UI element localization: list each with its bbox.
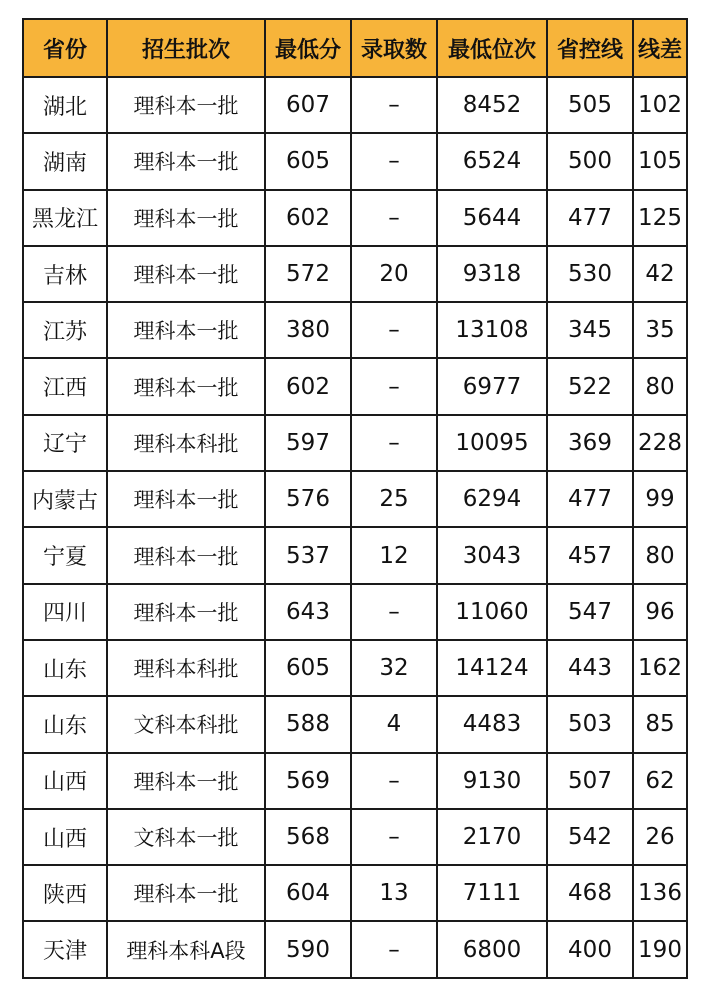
line-diff-cell: 102	[633, 77, 687, 133]
batch-cell: 理科本一批	[107, 865, 265, 921]
batch-cell: 理科本一批	[107, 584, 265, 640]
admitted-count-cell: –	[351, 415, 437, 471]
control-line-cell: 345	[547, 302, 633, 358]
batch-cell: 理科本一批	[107, 133, 265, 189]
batch-cell: 理科本一批	[107, 246, 265, 302]
min-score-cell: 605	[265, 133, 351, 189]
table-row	[23, 753, 687, 809]
min-rank-cell: 6524	[437, 133, 547, 189]
min-score-cell: 572	[265, 246, 351, 302]
min-score-cell: 537	[265, 527, 351, 583]
province-cell: 山东	[23, 696, 107, 752]
province-cell: 湖北	[23, 77, 107, 133]
line-diff-cell: 105	[633, 133, 687, 189]
control-line-cell: 530	[547, 246, 633, 302]
header-control-line: 省控线	[547, 19, 633, 77]
table-row	[23, 302, 687, 358]
min-score-cell: 380	[265, 302, 351, 358]
header-line-diff: 线差	[633, 19, 687, 77]
province-cell: 四川	[23, 584, 107, 640]
min-score-cell: 607	[265, 77, 351, 133]
min-score-cell: 568	[265, 809, 351, 865]
min-score-cell: 597	[265, 415, 351, 471]
min-rank-cell: 9130	[437, 753, 547, 809]
province-cell: 江苏	[23, 302, 107, 358]
table-row	[23, 133, 687, 189]
admitted-count-cell: –	[351, 358, 437, 414]
table-row	[23, 415, 687, 471]
batch-cell: 理科本一批	[107, 190, 265, 246]
control-line-cell: 369	[547, 415, 633, 471]
province-cell: 陕西	[23, 865, 107, 921]
line-diff-cell: 125	[633, 190, 687, 246]
batch-cell: 文科本科批	[107, 696, 265, 752]
table-row	[23, 865, 687, 921]
control-line-cell: 468	[547, 865, 633, 921]
admitted-count-cell: –	[351, 809, 437, 865]
control-line-cell: 477	[547, 471, 633, 527]
control-line-cell: 542	[547, 809, 633, 865]
admitted-count-cell: –	[351, 584, 437, 640]
line-diff-cell: 85	[633, 696, 687, 752]
province-cell: 山西	[23, 809, 107, 865]
min-score-cell: 576	[265, 471, 351, 527]
header-admitted-count: 录取数	[351, 19, 437, 77]
province-cell: 黑龙江	[23, 190, 107, 246]
control-line-cell: 503	[547, 696, 633, 752]
table-row	[23, 246, 687, 302]
min-rank-cell: 8452	[437, 77, 547, 133]
min-rank-cell: 6977	[437, 358, 547, 414]
table-row	[23, 77, 687, 133]
batch-cell: 理科本一批	[107, 471, 265, 527]
admission-score-table	[22, 18, 688, 979]
admitted-count-cell: –	[351, 302, 437, 358]
line-diff-cell: 96	[633, 584, 687, 640]
line-diff-cell: 162	[633, 640, 687, 696]
min-score-cell: 604	[265, 865, 351, 921]
province-cell: 吉林	[23, 246, 107, 302]
min-score-cell: 569	[265, 753, 351, 809]
province-cell: 山西	[23, 753, 107, 809]
line-diff-cell: 80	[633, 358, 687, 414]
min-rank-cell: 2170	[437, 809, 547, 865]
min-rank-cell: 11060	[437, 584, 547, 640]
line-diff-cell: 62	[633, 753, 687, 809]
control-line-cell: 522	[547, 358, 633, 414]
admitted-count-cell: –	[351, 921, 437, 977]
header-row	[23, 19, 687, 77]
control-line-cell: 505	[547, 77, 633, 133]
min-rank-cell: 5644	[437, 190, 547, 246]
province-cell: 天津	[23, 921, 107, 977]
min-rank-cell: 9318	[437, 246, 547, 302]
province-cell: 内蒙古	[23, 471, 107, 527]
control-line-cell: 477	[547, 190, 633, 246]
table-row	[23, 527, 687, 583]
control-line-cell: 457	[547, 527, 633, 583]
admitted-count-cell: –	[351, 190, 437, 246]
admitted-count-cell: 13	[351, 865, 437, 921]
min-rank-cell: 4483	[437, 696, 547, 752]
province-cell: 宁夏	[23, 527, 107, 583]
batch-cell: 理科本科A段	[107, 921, 265, 977]
min-rank-cell: 13108	[437, 302, 547, 358]
admitted-count-cell: 25	[351, 471, 437, 527]
line-diff-cell: 80	[633, 527, 687, 583]
min-rank-cell: 10095	[437, 415, 547, 471]
header-batch: 招生批次	[107, 19, 265, 77]
batch-cell: 理科本一批	[107, 358, 265, 414]
min-rank-cell: 6294	[437, 471, 547, 527]
province-cell: 辽宁	[23, 415, 107, 471]
admitted-count-cell: –	[351, 77, 437, 133]
batch-cell: 理科本一批	[107, 302, 265, 358]
table-row	[23, 921, 687, 977]
admitted-count-cell: 32	[351, 640, 437, 696]
line-diff-cell: 42	[633, 246, 687, 302]
min-score-cell: 605	[265, 640, 351, 696]
min-score-cell: 588	[265, 696, 351, 752]
batch-cell: 理科本一批	[107, 77, 265, 133]
min-score-cell: 602	[265, 358, 351, 414]
header-min-rank: 最低位次	[437, 19, 547, 77]
admitted-count-cell: –	[351, 753, 437, 809]
line-diff-cell: 136	[633, 865, 687, 921]
batch-cell: 理科本科批	[107, 640, 265, 696]
table-row	[23, 809, 687, 865]
batch-cell: 理科本一批	[107, 753, 265, 809]
header-min-score: 最低分	[265, 19, 351, 77]
table-row	[23, 358, 687, 414]
table-row	[23, 471, 687, 527]
batch-cell: 文科本一批	[107, 809, 265, 865]
province-cell: 山东	[23, 640, 107, 696]
line-diff-cell: 26	[633, 809, 687, 865]
admitted-count-cell: 4	[351, 696, 437, 752]
batch-cell: 理科本一批	[107, 527, 265, 583]
table-row	[23, 584, 687, 640]
table-row	[23, 696, 687, 752]
line-diff-cell: 99	[633, 471, 687, 527]
admission-table-wrapper	[22, 18, 686, 979]
min-rank-cell: 7111	[437, 865, 547, 921]
min-rank-cell: 6800	[437, 921, 547, 977]
province-cell: 江西	[23, 358, 107, 414]
min-rank-cell: 3043	[437, 527, 547, 583]
table-body	[23, 77, 687, 978]
header-province: 省份	[23, 19, 107, 77]
admitted-count-cell: –	[351, 133, 437, 189]
min-score-cell: 590	[265, 921, 351, 977]
control-line-cell: 500	[547, 133, 633, 189]
control-line-cell: 400	[547, 921, 633, 977]
admitted-count-cell: 20	[351, 246, 437, 302]
line-diff-cell: 190	[633, 921, 687, 977]
batch-cell: 理科本科批	[107, 415, 265, 471]
control-line-cell: 443	[547, 640, 633, 696]
min-score-cell: 602	[265, 190, 351, 246]
admitted-count-cell: 12	[351, 527, 437, 583]
line-diff-cell: 35	[633, 302, 687, 358]
min-score-cell: 643	[265, 584, 351, 640]
province-cell: 湖南	[23, 133, 107, 189]
table-row	[23, 640, 687, 696]
control-line-cell: 507	[547, 753, 633, 809]
table-header	[23, 19, 687, 77]
table-row	[23, 190, 687, 246]
line-diff-cell: 228	[633, 415, 687, 471]
control-line-cell: 547	[547, 584, 633, 640]
min-rank-cell: 14124	[437, 640, 547, 696]
